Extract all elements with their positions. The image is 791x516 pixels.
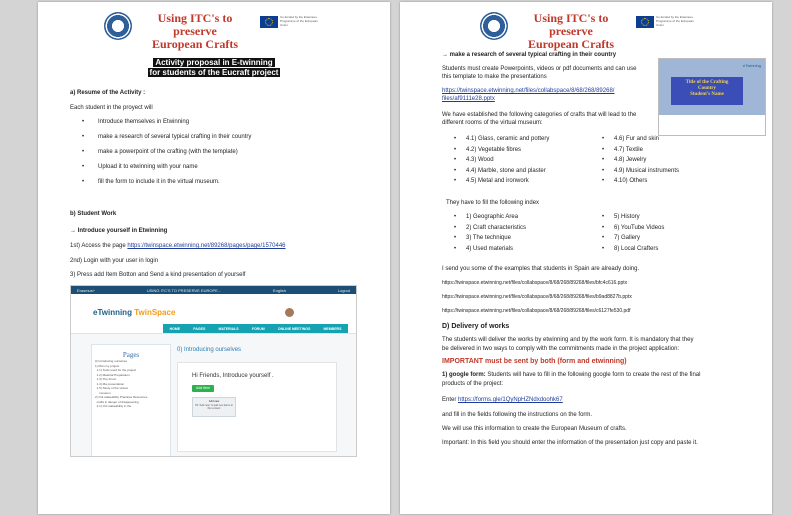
etwinning-logo: eTwinning TwinSpace: [93, 308, 176, 317]
et-header: [71, 294, 356, 334]
et-topbar: Erasmus+ USING ITC'S TO PRESERVE EUROPE... English Logout: [71, 286, 356, 294]
activity-list: [82, 119, 251, 194]
list-item: • 5) History: [602, 214, 664, 221]
document-page-2: [400, 2, 772, 514]
categories-right: [602, 136, 679, 189]
research-heading: → make a research of several typical crafting in their country: [442, 52, 617, 58]
index-right: [602, 214, 664, 256]
header-title: Using ITC's to preserve European Crafts: [527, 11, 615, 51]
list-item: • make a research of several typical crafting in their country: [82, 134, 251, 141]
enter-form: Enter https://forms.gle/1QyNpHZNdxdoohk67: [442, 397, 563, 403]
document-page-1: [38, 2, 390, 514]
list-item: • 4.3) Wood: [454, 157, 549, 164]
delivery-heading: D) Delivery of works: [442, 323, 510, 330]
add-tooltip: Add new Hit "Add new" to add new items to this content: [192, 397, 236, 417]
eu-cofunded-text: Co-funded by the Erasmus+ Programme of the European Union: [280, 15, 318, 27]
google-form-link[interactable]: https://forms.gle/1QyNpHZNdxdoohk67: [458, 397, 563, 403]
categories-intro: different rooms of the virtual museum:: [442, 120, 543, 126]
intro-text: Each student in the proyect will: [70, 105, 153, 111]
list-item: • Upload it to etwinning with your name: [82, 164, 251, 171]
fill-text: and fill in the fields following the instructions on the form.: [442, 412, 593, 418]
crafts-logo-icon: [104, 12, 132, 40]
list-item: • 4.8) Jewelry: [602, 157, 679, 164]
list-item: • 4.9) Musical instruments: [602, 168, 679, 175]
template-thumbnail: eTwinning Title of the Crafting Country Student's Name: [658, 58, 766, 136]
list-item: • 4) Used materials: [454, 246, 526, 253]
header-title: Using ITC's to preserve European Crafts: [151, 11, 239, 51]
section-b-heading: b) Student Work: [70, 211, 117, 217]
list-item: • 4.4) Marble, stone and plaster: [454, 168, 549, 175]
categories-left: [454, 136, 549, 189]
museum-text: We will use this information to create the European Museum of crafts.: [442, 426, 627, 432]
page-header: [38, 10, 390, 51]
list-item: • 7) Gallery: [602, 235, 664, 242]
list-item: • 4.6) Fur and skin: [602, 136, 679, 143]
important-note: Important: In this field you should enter the information of the presentation just copy and paste it.: [442, 440, 698, 446]
list-item: • fill the form to include it in the virtual museum.: [82, 179, 251, 186]
add-item-button: Add Item: [192, 385, 214, 392]
document-title: Activity proposal in E-twinning for students of the Eucraft project: [149, 58, 279, 77]
delivery-text: be delivered in two ways to comply with the commitments made in the project application:: [442, 346, 680, 352]
page-header: [400, 10, 772, 51]
et-nav: HOME PAGES MATERIALS FORUM ONLINE MEETINGS MEMBERS: [163, 324, 348, 333]
template-link[interactable]: files/af9111e28.pptx: [442, 96, 495, 102]
example-link[interactable]: https://twinspace.etwinning.net/files/collabspace/8/68/268/89268/files/c6127fe530.pdf: [442, 308, 631, 314]
list-item: • 1) Geographic Area: [454, 214, 526, 221]
google-form-text: products of the project:: [442, 381, 504, 387]
index-left: [454, 214, 526, 256]
list-item: • 4.7) Textile: [602, 147, 679, 154]
eu-flag-icon: [636, 16, 654, 28]
important-notice: IMPORTANT must be sent by both (form and etwinning): [442, 358, 627, 365]
etwinning-screenshot: [70, 285, 357, 457]
et-main: 0) Introducing ourselves Hi Friends, Introduce yourself . Add Item Add new Hit "Add new" to add new items to this content: [177, 344, 349, 454]
twinspace-page-link[interactable]: https://twinspace.etwinning.net/89268/pages/page/1570446: [127, 243, 286, 249]
example-link[interactable]: https://twinspace.etwinning.net/files/collabspace/8/68/268/89268/files/b9ad8827b.pptx: [442, 294, 632, 300]
et-pages-sidebar: Pages 0) Introducing ourselves 1) Plan my project 1.1) Tools used for the project 1.2) Material Preparation 1.3) The forum 1.4) Ma presentation 1.5) Study of the virtual museum 2) Out stakeability Practices Resources crafts in danger of disappearing 2.1) Out stakeability in the: [91, 344, 171, 457]
eu-cofunded-text: Co-funded by the Erasmus+ Programme of the European Union: [656, 15, 694, 27]
research-text: this template to make the presentations: [442, 74, 547, 80]
step-2: 2nd) Login with your user in login: [70, 258, 159, 264]
example-link[interactable]: https://twinspace.etwinning.net/files/collabspace/8/68/268/89268/files/bfc4c616.pptx: [442, 280, 628, 286]
categories-intro: We have established the following categories of crafts that will lead to the: [442, 112, 637, 118]
list-item: • 6) YouTube Videos: [602, 225, 664, 232]
avatar: [285, 308, 294, 317]
list-item: • 4.10) Others: [602, 178, 679, 185]
delivery-text: The students will deliver the works by etwinning and by the work form. It is mandatory that they: [442, 337, 694, 343]
eu-flag-icon: [260, 16, 278, 28]
google-form-text: 1) google form: Students will have to fill in the following google form to create the rest of the final: [442, 372, 701, 378]
step-3: 3) Press add Item Botton and Send a kind presentation of yourself: [70, 272, 246, 278]
examples-intro: I send you some of the examples that students in Spain are already doing.: [442, 266, 640, 272]
list-item: • 3) The technique: [454, 235, 526, 242]
research-text: Students must create Powerpoints, videos or pdf documents and can use: [442, 66, 637, 72]
crafts-logo-icon: [480, 12, 508, 40]
step-1: 1st) Access the page https://twinspace.etwinning.net/89268/pages/page/1570446: [70, 243, 286, 249]
list-item: • make a powerpoint of the crafting (with the template): [82, 149, 251, 156]
et-card: Hi Friends, Introduce yourself . Add Item Add new Hit "Add new" to add new items to this content: [177, 362, 337, 452]
list-item: • 4.5) Metal and ironwork: [454, 178, 549, 185]
list-item: • 8) Local Crafters: [602, 246, 664, 253]
section-a-heading: a) Resume of the Activity :: [70, 90, 146, 96]
list-item: • 2) Craft characteristics: [454, 225, 526, 232]
introduce-heading: → Introduce yourself in Etwinning: [70, 228, 168, 234]
template-link[interactable]: https://twinspace.etwinning.net/files/collabspace/8/68/268/89268/: [442, 88, 615, 94]
list-item: • Introduce themselves in Etwinning: [82, 119, 251, 126]
list-item: • 4.2) Vegetable fibres: [454, 147, 549, 154]
list-item: • 4.1) Glass, ceramic and pottery: [454, 136, 549, 143]
index-intro: They have to fill the following index: [446, 200, 540, 206]
